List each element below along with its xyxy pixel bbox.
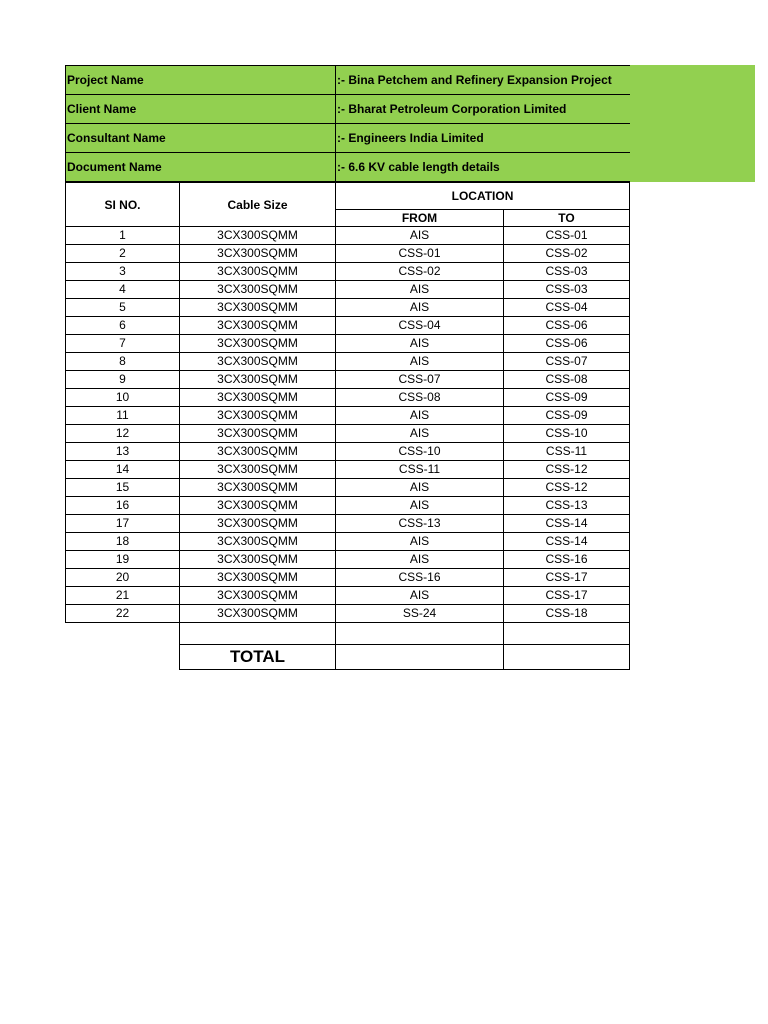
column-header-to: TO [504, 210, 630, 227]
empty-cell [504, 623, 630, 645]
to-cell: CSS-09 [504, 407, 630, 425]
cable-size-cell: 3CX300SQMM [180, 551, 336, 569]
sl-no-cell: 1 [66, 227, 180, 245]
cable-size-cell: 3CX300SQMM [180, 497, 336, 515]
table-row [66, 335, 630, 353]
to-cell: CSS-18 [504, 605, 630, 623]
sl-no-cell: 5 [66, 299, 180, 317]
document-info-table [65, 65, 630, 182]
cable-size-cell: 3CX300SQMM [180, 515, 336, 533]
sl-no-cell: 16 [66, 497, 180, 515]
cable-size-cell: 3CX300SQMM [180, 461, 336, 479]
cable-size-cell: 3CX300SQMM [180, 299, 336, 317]
info-value: :- Bina Petchem and Refinery Expansion Project [336, 66, 630, 95]
to-cell: CSS-03 [504, 281, 630, 299]
cable-size-cell: 3CX300SQMM [180, 245, 336, 263]
to-cell: CSS-17 [504, 569, 630, 587]
table-row [66, 245, 630, 263]
to-cell: CSS-14 [504, 515, 630, 533]
to-cell: CSS-14 [504, 533, 630, 551]
to-cell: CSS-06 [504, 317, 630, 335]
from-cell: AIS [336, 353, 504, 371]
table-row [66, 551, 630, 569]
to-cell: CSS-07 [504, 353, 630, 371]
from-cell: AIS [336, 533, 504, 551]
to-cell: CSS-09 [504, 389, 630, 407]
cable-size-cell: 3CX300SQMM [180, 371, 336, 389]
cable-size-cell: 3CX300SQMM [180, 587, 336, 605]
info-label: Consultant Name [66, 124, 336, 153]
sl-no-cell: 8 [66, 353, 180, 371]
sl-no-cell: 2 [66, 245, 180, 263]
to-cell: CSS-11 [504, 443, 630, 461]
from-cell: AIS [336, 587, 504, 605]
from-cell: CSS-10 [336, 443, 504, 461]
table-row [66, 263, 630, 281]
table-row [66, 299, 630, 317]
table-row [66, 569, 630, 587]
cable-size-cell: 3CX300SQMM [180, 281, 336, 299]
cable-size-cell: 3CX300SQMM [180, 443, 336, 461]
column-header-location: LOCATION [336, 183, 630, 210]
info-value: :- Engineers India Limited [336, 124, 630, 153]
from-cell: AIS [336, 551, 504, 569]
cable-size-cell: 3CX300SQMM [180, 479, 336, 497]
to-cell: CSS-16 [504, 551, 630, 569]
table-row [66, 389, 630, 407]
table-row [66, 479, 630, 497]
table-row [66, 371, 630, 389]
sl-no-cell: 19 [66, 551, 180, 569]
table-row [66, 443, 630, 461]
cable-size-cell: 3CX300SQMM [180, 227, 336, 245]
from-cell: CSS-01 [336, 245, 504, 263]
info-label: Document Name [66, 153, 336, 182]
total-from-cell [336, 645, 504, 670]
info-row-project [66, 66, 630, 95]
from-cell: AIS [336, 281, 504, 299]
sl-no-cell: 21 [66, 587, 180, 605]
to-cell: CSS-12 [504, 479, 630, 497]
from-cell: CSS-16 [336, 569, 504, 587]
blank-row [66, 623, 630, 645]
cable-size-cell: 3CX300SQMM [180, 425, 336, 443]
from-cell: CSS-08 [336, 389, 504, 407]
to-cell: CSS-03 [504, 263, 630, 281]
from-cell: AIS [336, 407, 504, 425]
sl-no-cell: 17 [66, 515, 180, 533]
cable-size-cell: 3CX300SQMM [180, 263, 336, 281]
sl-no-cell: 13 [66, 443, 180, 461]
to-cell: CSS-04 [504, 299, 630, 317]
to-cell: CSS-12 [504, 461, 630, 479]
table-row [66, 317, 630, 335]
cable-size-cell: 3CX300SQMM [180, 389, 336, 407]
empty-cell [336, 623, 504, 645]
empty-cell [180, 623, 336, 645]
table-row [66, 497, 630, 515]
sl-no-cell: 18 [66, 533, 180, 551]
from-cell: AIS [336, 335, 504, 353]
table-row [66, 407, 630, 425]
cable-size-cell: 3CX300SQMM [180, 353, 336, 371]
from-cell: CSS-02 [336, 263, 504, 281]
from-cell: CSS-07 [336, 371, 504, 389]
sl-no-cell: 10 [66, 389, 180, 407]
table-row [66, 605, 630, 623]
sl-no-cell: 12 [66, 425, 180, 443]
info-row-document [66, 153, 630, 182]
info-row-consultant [66, 124, 630, 153]
sl-no-cell: 9 [66, 371, 180, 389]
total-label: TOTAL [180, 645, 336, 670]
info-row-client [66, 95, 630, 124]
table-row [66, 281, 630, 299]
to-cell: CSS-06 [504, 335, 630, 353]
from-cell: SS-24 [336, 605, 504, 623]
from-cell: AIS [336, 479, 504, 497]
from-cell: AIS [336, 227, 504, 245]
table-row [66, 515, 630, 533]
sl-no-cell: 22 [66, 605, 180, 623]
cable-length-table [65, 182, 630, 670]
to-cell: CSS-13 [504, 497, 630, 515]
table-row [66, 461, 630, 479]
info-label: Client Name [66, 95, 336, 124]
info-value: :- Bharat Petroleum Corporation Limited [336, 95, 630, 124]
empty-cell [66, 645, 180, 670]
to-cell: CSS-02 [504, 245, 630, 263]
info-label: Project Name [66, 66, 336, 95]
from-cell: AIS [336, 425, 504, 443]
sl-no-cell: 6 [66, 317, 180, 335]
from-cell: AIS [336, 299, 504, 317]
sl-no-cell: 15 [66, 479, 180, 497]
from-cell: CSS-13 [336, 515, 504, 533]
to-cell: CSS-10 [504, 425, 630, 443]
sl-no-cell: 3 [66, 263, 180, 281]
from-cell: CSS-04 [336, 317, 504, 335]
column-header-from: FROM [336, 210, 504, 227]
to-cell: CSS-01 [504, 227, 630, 245]
cable-size-cell: 3CX300SQMM [180, 335, 336, 353]
info-value: :- 6.6 KV cable length details [336, 153, 630, 182]
from-cell: AIS [336, 497, 504, 515]
to-cell: CSS-17 [504, 587, 630, 605]
sl-no-cell: 14 [66, 461, 180, 479]
empty-cell [66, 623, 180, 645]
sl-no-cell: 11 [66, 407, 180, 425]
column-header-cable-size: Cable Size [180, 183, 336, 227]
from-cell: CSS-11 [336, 461, 504, 479]
cable-size-cell: 3CX300SQMM [180, 569, 336, 587]
sl-no-cell: 20 [66, 569, 180, 587]
cable-size-cell: 3CX300SQMM [180, 605, 336, 623]
cable-size-cell: 3CX300SQMM [180, 407, 336, 425]
table-row [66, 533, 630, 551]
cable-size-cell: 3CX300SQMM [180, 533, 336, 551]
sl-no-cell: 7 [66, 335, 180, 353]
total-to-cell [504, 645, 630, 670]
cable-size-cell: 3CX300SQMM [180, 317, 336, 335]
total-row [66, 645, 630, 670]
table-row [66, 353, 630, 371]
table-row [66, 587, 630, 605]
to-cell: CSS-08 [504, 371, 630, 389]
sl-no-cell: 4 [66, 281, 180, 299]
table-row [66, 227, 630, 245]
column-header-sl-no: SI NO. [66, 183, 180, 227]
table-row [66, 425, 630, 443]
